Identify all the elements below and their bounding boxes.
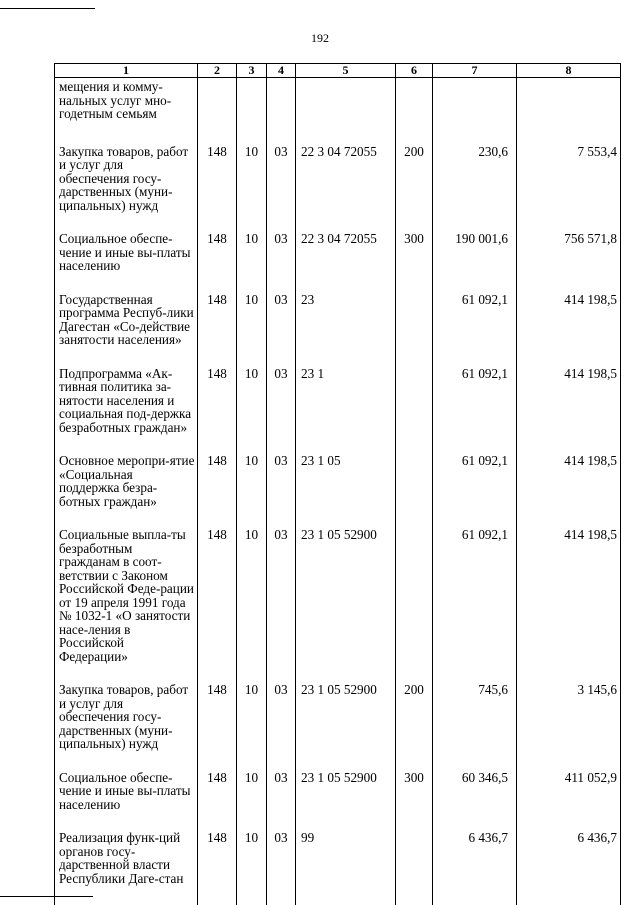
expense-type-code	[396, 528, 433, 683]
amount-col8: 414 198,5	[517, 293, 621, 367]
table-row	[55, 831, 621, 905]
target-article-code: 23 1 05	[296, 454, 396, 528]
item-name: мещения и комму-нальных услуг мно-годетным семьям	[55, 78, 198, 145]
amount-col8: 6 436,7	[517, 831, 621, 905]
amount-col8: 7 553,4	[517, 145, 621, 233]
column-header-1: 1	[55, 64, 198, 78]
item-name: Государственная программа Респуб-лики Дагестан «Со-действие занятости населения»	[55, 293, 198, 367]
table-row	[55, 145, 621, 233]
amount-col7: 61 092,1	[433, 528, 517, 683]
item-name: Социальное обеспе-чение и иные вы-платы населению	[55, 232, 198, 293]
expense-type-code	[396, 454, 433, 528]
expense-type-code: 300	[396, 771, 433, 832]
subsection-code: 03	[267, 293, 296, 367]
subsection-code: 03	[267, 528, 296, 683]
expense-type-code	[396, 293, 433, 367]
budget-table	[54, 63, 620, 905]
amount-col7: 190 001,6	[433, 232, 517, 293]
table-row	[55, 683, 621, 771]
target-article-code: 99	[296, 831, 396, 905]
target-article-code: 23	[296, 293, 396, 367]
amount-col8: 756 571,8	[517, 232, 621, 293]
table-row	[55, 367, 621, 455]
ministry-code	[198, 78, 237, 145]
item-name: Социальные выпла-ты безработным гражданам в соот-ветствии с Законом Российской Феде-рации от 19 апреля 1991 года № 1032-1 «О занятости насе-ления в Российской Федерации»	[55, 528, 198, 683]
column-header-5: 5	[296, 64, 396, 78]
bottom-rule	[0, 896, 93, 897]
target-article-code: 22 3 04 72055	[296, 145, 396, 233]
amount-col7: 230,6	[433, 145, 517, 233]
column-header-8: 8	[517, 64, 621, 78]
section-code: 10	[237, 145, 267, 233]
ministry-code: 148	[198, 771, 237, 832]
item-name: Основное меропри-ятие «Социальная поддержка безра-ботных граждан»	[55, 454, 198, 528]
amount-col7: 61 092,1	[433, 293, 517, 367]
ministry-code: 148	[198, 145, 237, 233]
section-code: 10	[237, 232, 267, 293]
table-row	[55, 293, 621, 367]
table-body	[55, 78, 621, 905]
column-header-4: 4	[267, 64, 296, 78]
subsection-code: 03	[267, 145, 296, 233]
amount-col7: 61 092,1	[433, 454, 517, 528]
expense-type-code: 200	[396, 145, 433, 233]
section-code: 10	[237, 293, 267, 367]
target-article-code: 23 1 05 52900	[296, 771, 396, 832]
item-name: Реализация функ-ций органов госу-дарственной власти Республики Даге-стан	[55, 831, 198, 905]
ministry-code: 148	[198, 367, 237, 455]
amount-col8: 3 145,6	[517, 683, 621, 771]
section-code: 10	[237, 454, 267, 528]
column-header-2: 2	[198, 64, 237, 78]
section-code: 10	[237, 831, 267, 905]
subsection-code: 03	[267, 367, 296, 455]
table-row	[55, 771, 621, 832]
item-name: Закупка товаров, работ и услуг для обеспечения госу-дарственных (муни-ципальных) нужд	[55, 683, 198, 771]
amount-col8: 414 198,5	[517, 454, 621, 528]
subsection-code: 03	[267, 683, 296, 771]
item-name: Социальное обеспе-чение и иные вы-платы населению	[55, 771, 198, 832]
section-code: 10	[237, 683, 267, 771]
target-article-code: 23 1 05 52900	[296, 683, 396, 771]
ministry-code: 148	[198, 831, 237, 905]
expense-type-code	[396, 367, 433, 455]
table-row	[55, 232, 621, 293]
target-article-code	[296, 78, 396, 145]
section-code: 10	[237, 367, 267, 455]
table-row	[55, 78, 621, 145]
ministry-code: 148	[198, 232, 237, 293]
expense-type-code: 300	[396, 232, 433, 293]
top-rule	[0, 8, 95, 9]
ministry-code: 148	[198, 683, 237, 771]
amount-col8: 414 198,5	[517, 367, 621, 455]
amount-col8: 411 052,9	[517, 771, 621, 832]
target-article-code: 23 1	[296, 367, 396, 455]
ministry-code: 148	[198, 528, 237, 683]
amount-col7: 745,6	[433, 683, 517, 771]
expense-type-code	[396, 831, 433, 905]
expense-type-code	[396, 78, 433, 145]
amount-col7	[433, 78, 517, 145]
table-row	[55, 528, 621, 683]
target-article-code: 23 1 05 52900	[296, 528, 396, 683]
amount-col7: 61 092,1	[433, 367, 517, 455]
page-number: 192	[311, 31, 329, 45]
column-header-7: 7	[433, 64, 517, 78]
section-code	[237, 78, 267, 145]
subsection-code: 03	[267, 232, 296, 293]
table-row	[55, 454, 621, 528]
amount-col7: 60 346,5	[433, 771, 517, 832]
amount-col8: 414 198,5	[517, 528, 621, 683]
ministry-code: 148	[198, 293, 237, 367]
column-header-3: 3	[237, 64, 267, 78]
section-code: 10	[237, 528, 267, 683]
item-name: Закупка товаров, работ и услуг для обеспечения госу-дарственных (муни-ципальных) нужд	[55, 145, 198, 233]
ministry-code: 148	[198, 454, 237, 528]
amount-col8	[517, 78, 621, 145]
table-header-row	[55, 64, 621, 78]
amount-col7: 6 436,7	[433, 831, 517, 905]
target-article-code: 22 3 04 72055	[296, 232, 396, 293]
column-header-6: 6	[396, 64, 433, 78]
section-code: 10	[237, 771, 267, 832]
item-name: Подпрограмма «Ак-тивная политика за-нятости населения и социальная под-держка безработных граждан»	[55, 367, 198, 455]
subsection-code: 03	[267, 771, 296, 832]
subsection-code	[267, 78, 296, 145]
subsection-code: 03	[267, 831, 296, 905]
subsection-code: 03	[267, 454, 296, 528]
expense-type-code: 200	[396, 683, 433, 771]
